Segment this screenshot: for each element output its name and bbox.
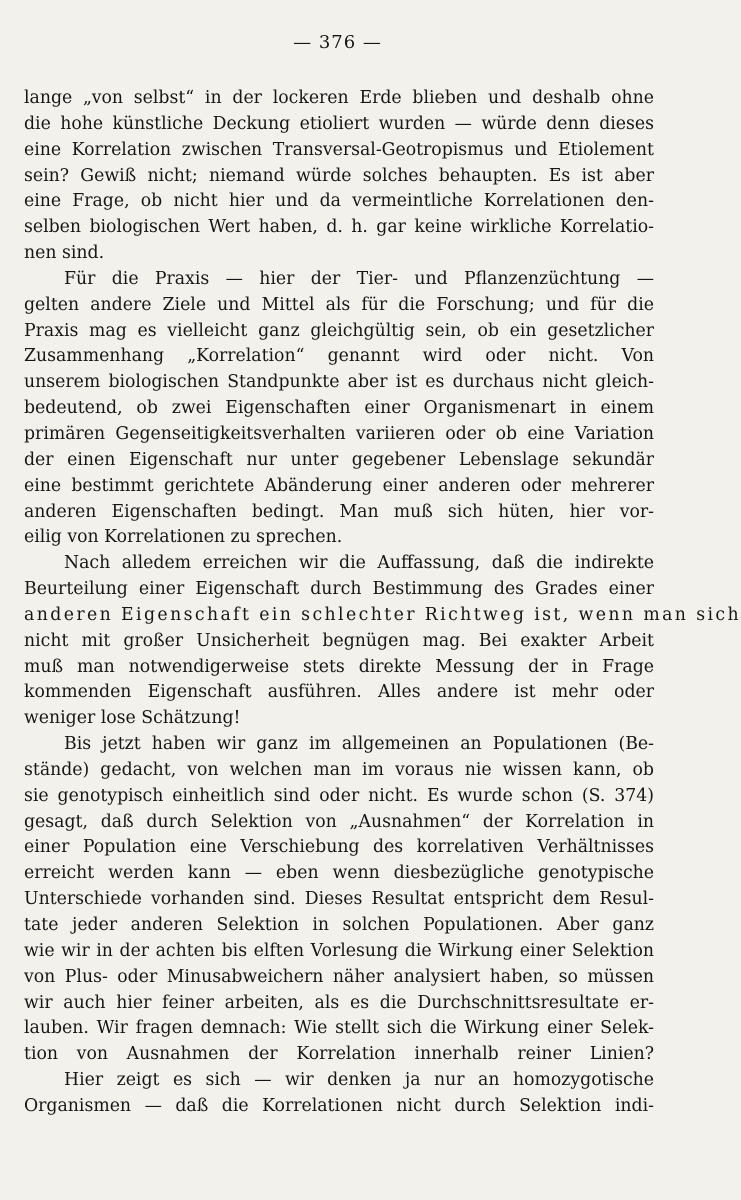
text-line: Organismen — daß die Korrelationen nicht durch Selektion indi- (24, 1095, 654, 1116)
text-line: tate jeder anderen Selektion in solchen Populationen. Aber ganz (24, 915, 654, 935)
text-line: wir auch hier feiner arbeiten, als es die Durchschnittsresultate er- (24, 992, 654, 1013)
page-number: — 376 — (293, 32, 382, 53)
text-line: sein? Gewiß nicht; niemand würde solches behaupten. Es ist aber (24, 165, 654, 186)
text-line: Nach alledem erreichen wir die Auffassung, daß die indirekte (64, 553, 654, 574)
text-line: lauben. Wir fragen demnach: Wie stellt sich die Wirkung einer Selek- (24, 1018, 654, 1039)
text-line: unserem biologischen Standpunkte aber ist es durchaus nicht gleich- (24, 372, 654, 393)
text-line: eine Korrelation zwischen Transversal-Geotropismus und Etiolement (24, 139, 654, 160)
text-line: kommenden Eigenschaft ausführen. Alles andere ist mehr oder (24, 682, 654, 703)
text-line: bedeutend, ob zwei Eigenschaften einer Organismenart in einem (24, 398, 654, 419)
text-line: muß man notwendigerweise stets direkte Messung der in Frage (24, 656, 654, 677)
text-line: Unterschiede vorhanden sind. Dieses Resultat entspricht dem Resul- (24, 889, 654, 910)
text-line: wie wir in der achten bis elften Vorlesung die Wirkung einer Selektion (24, 940, 654, 961)
text-line: lange „von selbst“ in der lockeren Erde blieben und deshalb ohne (24, 88, 654, 108)
text-line: primären Gegenseitigkeitsverhalten variieren oder ob eine Variation (24, 423, 654, 444)
text-line: sie genotypisch einheitlich sind oder nicht. Es wurde schon (S. 374) (24, 785, 654, 806)
text-line: Beurteilung einer Eigenschaft durch Bestimmung des Grades einer (24, 579, 654, 600)
text-line: einer Population eine Verschiebung des korrelativen Verhältnisses (24, 837, 654, 858)
text-line: Praxis mag es vielleicht ganz gleichgültig sein, ob ein gesetzlicher (24, 320, 654, 341)
text-line: eine bestimmt gerichtete Abänderung einer anderen oder mehrerer (24, 475, 654, 496)
text-line: anderen Eigenschaften bedingt. Man muß sich hüten, hier vor- (24, 501, 654, 522)
text-line: tion von Ausnahmen der Korrelation innerhalb reiner Linien? (24, 1044, 654, 1065)
text-line: nen sind. (24, 243, 105, 264)
text-line: gesagt, daß durch Selektion von „Ausnahmen“ der Korrelation in (24, 811, 654, 832)
text-line: nicht mit großer Unsicherheit begnügen mag. Bei exakter Arbeit (24, 630, 654, 651)
text-line: anderen Eigenschaft ein schlechter Richtweg ist, wenn man sich (24, 604, 741, 625)
body-text (24, 86, 741, 1120)
text-line: selben biologischen Wert haben, d. h. gar keine wirkliche Korrelatio- (24, 217, 654, 238)
text-line: Zusammenhang „Korrelation“ genannt wird oder nicht. Von (24, 346, 654, 367)
text-line: Für die Praxis — hier der Tier- und Pflanzenzüchtung — (64, 268, 654, 289)
text-line: stände) gedacht, von welchen man im voraus nie wissen kann, ob (24, 759, 654, 780)
text-line: weniger lose Schätzung! (24, 708, 241, 729)
text-line: der einen Eigenschaft nur unter gegebener Lebenslage sekundär (24, 449, 654, 470)
text-line: eine Frage, ob nicht hier und da vermeintliche Korrelationen den- (24, 191, 654, 212)
text-line: Hier zeigt es sich — wir denken ja nur an homozygotische (64, 1070, 654, 1091)
text-line: gelten andere Ziele und Mittel als für die Forschung; und für die (24, 294, 654, 315)
text-line: von Plus- oder Minusabweichern näher analysiert haben, so müssen (24, 966, 654, 987)
text-line: die hohe künstliche Deckung etioliert wurden — würde denn dieses (24, 113, 654, 134)
text-line: erreicht werden kann — eben wenn diesbezügliche genotypische (24, 863, 654, 884)
text-line: Bis jetzt haben wir ganz im allgemeinen an Populationen (Be- (64, 734, 654, 755)
text-line: eilig von Korrelationen zu sprechen. (24, 527, 343, 548)
